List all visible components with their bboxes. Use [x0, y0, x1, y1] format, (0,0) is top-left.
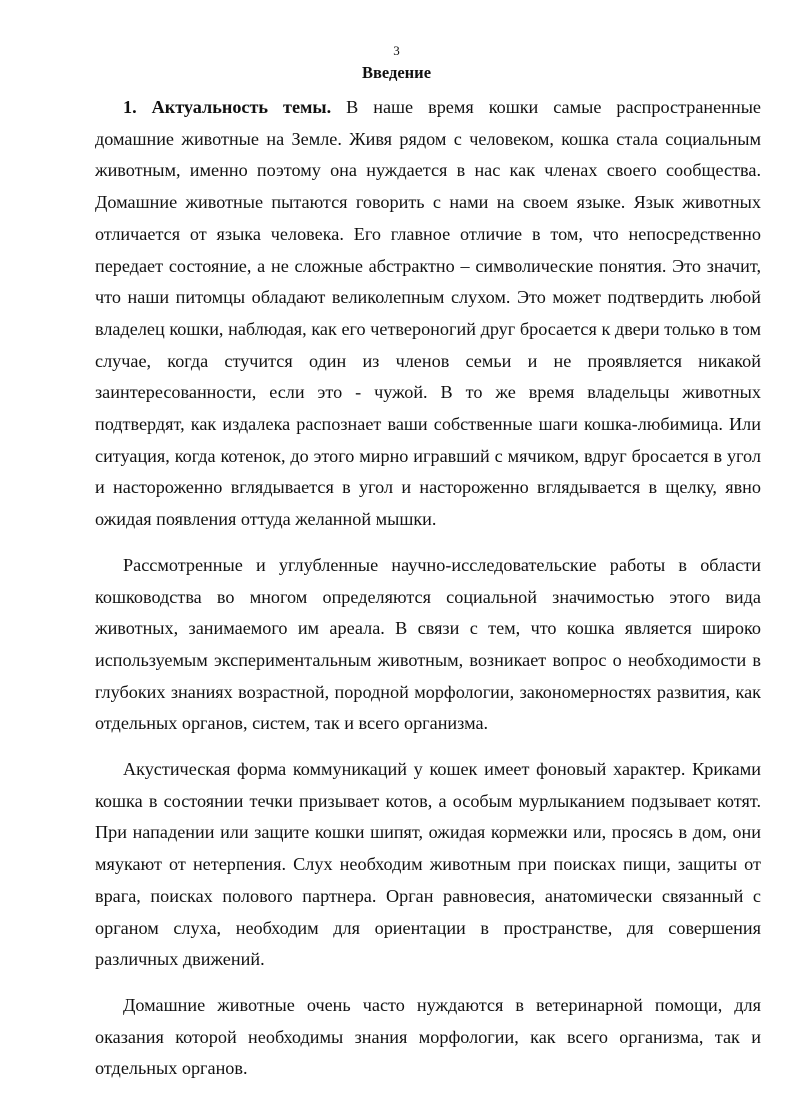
paragraph-relevance	[95, 92, 761, 536]
paragraph-acoustic	[95, 754, 761, 976]
section-heading: Введение	[361, 63, 432, 82]
body-text	[95, 92, 761, 1099]
paragraph-veterinary	[95, 990, 761, 1085]
paragraph-text: Акустическая форма коммуникаций у кошек имеет фоновый характер. Криками кошка в состоянии течки призывает котов, а особым мурлыканием подзывает котят. При нападении или защите кошки шипят, ожидая кормежки или, просясь в дом, они мяукают от нетерпения. Слух необходим животным при поисках пищи, защиты от врага, поисках полового партнера. Орган равновесия, анатомически связанный с органом слуха, необходим для ориентации в пространстве, для совершения различных движений.	[95, 759, 761, 970]
paragraph-text: Домашние животные очень часто нуждаются в ветеринарной помощи, для оказания которой необходимы знания морфологии, как всего организма, так и отдельных органов.	[95, 994, 761, 1079]
paragraph-text: Рассмотренные и углубленные научно-исследовательские работы в области кошководства во многом определяются социальной значимостью этого вида животных, занимаемого им ареала. В связи с тем, что кошка является широко используемым экспериментальным животным, возникает вопрос о необходимости в глубоких знаниях возрастной, породной морфологии, закономерностях развития, как отдельных органов, систем, так и всего организма.	[95, 554, 761, 734]
paragraph-research	[95, 550, 761, 740]
paragraph-lead: 1. Актуальность темы.	[123, 97, 332, 117]
paragraph-text: В наше время кошки самые распространенные домашние животные на Земле. Живя рядом с человеком, кошка стала социальным животным, именно поэтому она нуждается в нас как членах своего сообщества. Домашние животные пытаются говорить с нами на своем языке. Язык животных отличается от языка человека. Его главное отличие в том, что непосредственно передает состояние, а не сложные абстрактно – символические понятия. Это значит, что наши питомцы обладают великолепным слухом. Это может подтвердить любой владелец кошки, наблюдая, как его четвероногий друг бросается к двери только в том случае, когда стучится один из членов семьи и не проявляется никакой заинтересованности, если это - чужой. В то же время владельцы животных подтвердят, как издалека распознает ваши собственные шаги кошка-любимица. Или ситуация, когда котенок, до этого мирно игравший с мячиком, вдруг бросается в угол и настороженно вглядывается в угол и настороженно вглядывается в щелку, явно ожидая появления оттуда желанной мышки.	[95, 97, 761, 530]
page-number: 3	[393, 43, 400, 58]
